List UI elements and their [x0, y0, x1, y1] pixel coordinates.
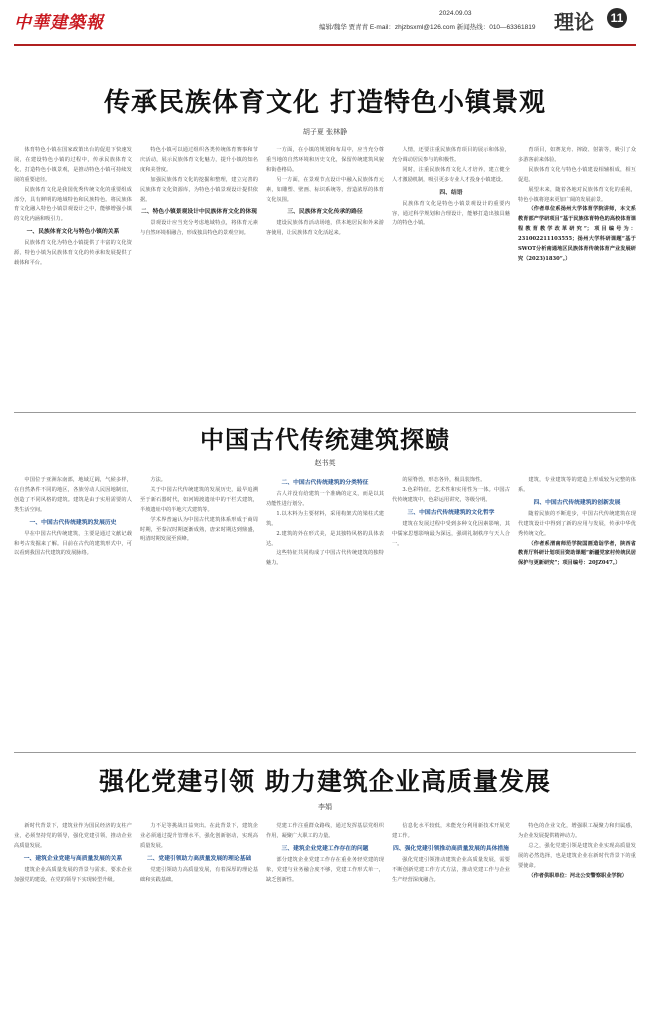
paragraph: 一方面，在小镇的规划和布局中，应当充分尊重当地的自然环境和历史文化，保留传统建筑风貌和街巷格局。	[266, 147, 384, 173]
article2-body	[14, 476, 636, 746]
paragraph: 民族体育文化为特色小镇提供了丰富的文化资源，特色小镇为民族体育文化的传承和发展提供了载体和平台。	[14, 240, 132, 267]
paragraph: 同时，注重民族体育文化人才培养，建立健全人才激励机制，吸引更多专业人才投身小镇建设。	[392, 166, 510, 183]
section-subhead: 一、建筑企业党建与高质量发展的关系	[23, 855, 123, 862]
section-label: 理论	[554, 10, 594, 34]
section-subhead: 二、党建引领助力高质量发展的理论基础	[146, 855, 252, 862]
paragraph: 党建引领助力高质量发展，有着深厚的理论基础和实践基础。	[140, 866, 258, 883]
paragraph: 人情，还要注重民族体育项目的展示和体验，充分调动居民参与的积极性。	[392, 147, 510, 163]
section-subhead: 四、强化党建引领推动高质量发展的具体措施	[393, 845, 509, 852]
article1-body	[14, 146, 636, 402]
section-subhead: 一、民族体育文化与特色小镇的关系	[26, 229, 120, 236]
article3-col	[14, 822, 132, 1018]
paragraph: 民族体育文化是特色小镇景观设计的重要内容，通过科学规划和合理设计，能够打造出独具魅力的特色小镇。	[392, 200, 510, 227]
paragraph: 民族体育文化是我国优秀传统文化的重要组成部分，具有鲜明的地域特色和民族特色。将民族体育文化融入特色小镇景观设计之中，能够增强小镇的文化内涵和吸引力。	[14, 186, 132, 223]
paragraph: 民族体育文化与特色小镇建设相辅相成，相互促进。	[518, 166, 636, 183]
paragraph: 党建工作注重群众路线，通过发挥基层党组织作用，凝聚广大职工的力量。	[266, 823, 384, 839]
article1-col	[392, 146, 510, 402]
section-subhead: 三、建筑企业党建工作存在的问题	[281, 845, 369, 852]
article2-title: 中国古代传统建筑探赜	[200, 426, 450, 454]
section-subhead: 二、特色小镇景观设计中民族体育文化的体现	[141, 209, 257, 216]
article2-col	[266, 476, 384, 746]
paragraph: 2.建筑的外在形式美，是其独特风格的具体表达。	[266, 530, 384, 547]
article3-body	[14, 822, 636, 1018]
article-divider	[14, 752, 636, 753]
article1-title: 传承民族体育文化 打造特色小镇景观	[103, 88, 547, 118]
paragraph: 1.以木料为主要材料，采用构架式的梁柱式建筑。	[266, 510, 384, 527]
article1-col	[518, 146, 636, 402]
paragraph: 体育特色小镇在国家政策出台的促进下快速发展，在建设特色小镇的过程中，传承民族体育文化，打造特色小镇景观，是推动特色小镇可持续发展的重要途径。	[14, 147, 132, 183]
article3-col	[140, 822, 258, 1018]
section-subhead: 三、中国古代传统建筑的文化哲学	[407, 509, 495, 516]
paragraph: 部分建筑企业党建工作存在重业务轻党建的现象，党建与业务融合度不够，党建工作形式单一，缺乏创新性。	[266, 856, 384, 883]
paragraph: 另一方面，在景观节点设计中融入民族体育元素，如雕塑、壁画、标识系统等，营造浓厚的体育文化氛围。	[266, 176, 384, 203]
paragraph: 随着民族的不断进步，中国古代传统建筑在现代建筑设计中得到了新的应用与发展，传承中华优秀传统文化。	[518, 510, 636, 537]
section-subhead: 四、中国古代传统建筑的创新发展	[533, 499, 621, 506]
author-note: （作者系渭南师范学院国画造诣学者，陕西省教育厅科研计划项目资助课题“新疆党家村传统民居保护与更新研究”；项目编号：20JZ047。）	[518, 540, 636, 567]
paragraph: 的屋脊兽，形态各异，极具装饰性。	[402, 477, 486, 483]
paragraph: 建筑在发展过程中受到多种文化因素影响，其中儒家思想影响最为深远，强调礼制秩序与天人合一。	[392, 520, 510, 547]
article-divider	[14, 412, 636, 413]
page-number-badge: 11	[607, 8, 627, 28]
paragraph: 方法。	[150, 477, 166, 483]
masthead-rule	[14, 44, 636, 46]
paragraph: 建筑，专业建筑等的建造上形成较为完整的体系。	[518, 477, 636, 493]
paragraph: 中国位于亚洲东南部，地域辽阔，气候多样，在自然条件不同的地区，各族劳动人民因地制宜，创造了不同风格的建筑。建筑是由于实用需要的人类生活空间。	[14, 477, 132, 513]
article2-col	[518, 476, 636, 746]
paragraph: 特色的企业文化，增强职工凝聚力和归属感，为企业发展提供精神动力。	[518, 823, 636, 839]
newspaper-logo: 中華建築報	[14, 13, 104, 33]
paragraph: 展望未来，随着各地对民族体育文化的重视，特色小镇将迎来更加广阔的发展前景。	[518, 186, 636, 203]
section-subhead: 四、结语	[439, 189, 463, 196]
editor-contact-info: 编辑/魏华 贾青青 E-mail：zhjzbsxml@126.com 新闻热线：010—63361819	[319, 24, 536, 31]
paragraph: 信息化水平较低，未能充分利用新技术开展党建工作。	[392, 823, 510, 839]
paragraph: 景观设计应当充分考虑地域特点，将体育元素与自然环境相融合，形成独具特色的景观空间。	[140, 220, 258, 237]
paragraph: 育项目，如赛龙舟、摔跤、射箭等，吸引了众多游客前来体验。	[518, 147, 636, 163]
article3-title: 强化党建引领 助力建筑企业高质量发展	[99, 767, 551, 796]
paragraph: 古人并没有给建筑一个准确的定义，而是以其功能性进行划分。	[266, 491, 384, 507]
article2-byline: 赵书英	[314, 459, 336, 467]
article1-col	[14, 146, 132, 402]
section-subhead: 一、中国古代传统建筑的发展历史	[29, 519, 117, 526]
article3-col	[266, 822, 384, 1018]
paragraph: 3.色彩特征。艺术性和实用性为一体。中国古代传统建筑中，色彩运用讲究，等级分明。	[392, 486, 510, 503]
paragraph: 总之，强化党建引领是建筑企业实现高质量发展的必然选择，也是建筑企业在新时代背景下的重要使命。	[518, 842, 636, 869]
author-note: （作者供职单位：河北公安警察职业学院）	[528, 872, 627, 879]
article2-col	[392, 476, 510, 746]
article3-col	[518, 822, 636, 1018]
author-note: （作者单位系扬州大学体育学院讲师，本文系教育部产学研项目“基于民族体育特色的高校体育课程教育教学改革研究”；项目编号为：231002211103555；扬州大学科研课题“基于SWOT分析南通地区民族体育传统体育产业发展研究（2023)1830”。）	[518, 206, 636, 262]
paragraph: 学术界普遍认为中国古代建筑体系形成于商周时期，至秦汉时期逐渐成熟，唐宋时期达到鼎盛，明清时期发展至顶峰。	[140, 516, 258, 543]
article1-byline: 胡子夏 张林静	[302, 128, 348, 136]
article2-col	[140, 476, 258, 746]
paragraph: 早在中国古代传统建筑，主要是通过文献记载和考古发掘来了解。目前在古代的建筑形式中，可以看到我国古代建筑的发展脉络。	[14, 530, 132, 557]
article3-byline: 李娟	[318, 803, 332, 811]
masthead	[14, 8, 636, 40]
section-subhead: 三、民族体育文化传承的路径	[287, 209, 363, 216]
paragraph: 力不足等挑战日益突出。在此背景下，建筑企业必须通过提升管理水平，强化创新驱动，实现高质量发展。	[140, 823, 258, 849]
paragraph: 建设民族体育活动场地，供本地居民和外来游客使用，让民族体育文化活起来。	[266, 220, 384, 237]
issue-date: 2024.09.03	[439, 10, 472, 17]
section-subhead: 二、中国古代传统建筑的分类特征	[281, 480, 369, 486]
paragraph: 这些特征共同构成了中国古代传统建筑的独特魅力。	[266, 550, 384, 567]
paragraph: 加强民族体育文化的挖掘和整理，建立完善的民族体育文化资源库，为特色小镇景观设计提供依据。	[140, 176, 258, 203]
article1-col	[266, 146, 384, 402]
paragraph: 强化党建引领推动建筑企业高质量发展，需要不断创新党建工作方式方法，推动党建工作与企业生产经营深度融合。	[392, 856, 510, 883]
paragraph: 建筑企业高质量发展的背景与需求，要求企业加强党的建设，在党的领导下实现转型升级。	[14, 866, 132, 883]
article2-col	[14, 476, 132, 746]
paragraph: 特色小镇可以通过组织各类传统体育赛事和节庆活动，展示民族体育文化魅力，提升小镇的知名度和美誉度。	[140, 147, 258, 173]
paragraph: 关于中国古代传统建筑的发展历史，最早追溯至于新石器时代，如河姆渡遗址中的干栏式建筑，半坡遗址中的半地穴式建筑等。	[140, 486, 258, 513]
paragraph: 新时代背景下，建筑业作为国民经济的支柱产业，必须坚持党的领导，强化党建引领，推动企业高质量发展。	[14, 823, 132, 849]
article1-col	[140, 146, 258, 402]
article3-col	[392, 822, 510, 1018]
